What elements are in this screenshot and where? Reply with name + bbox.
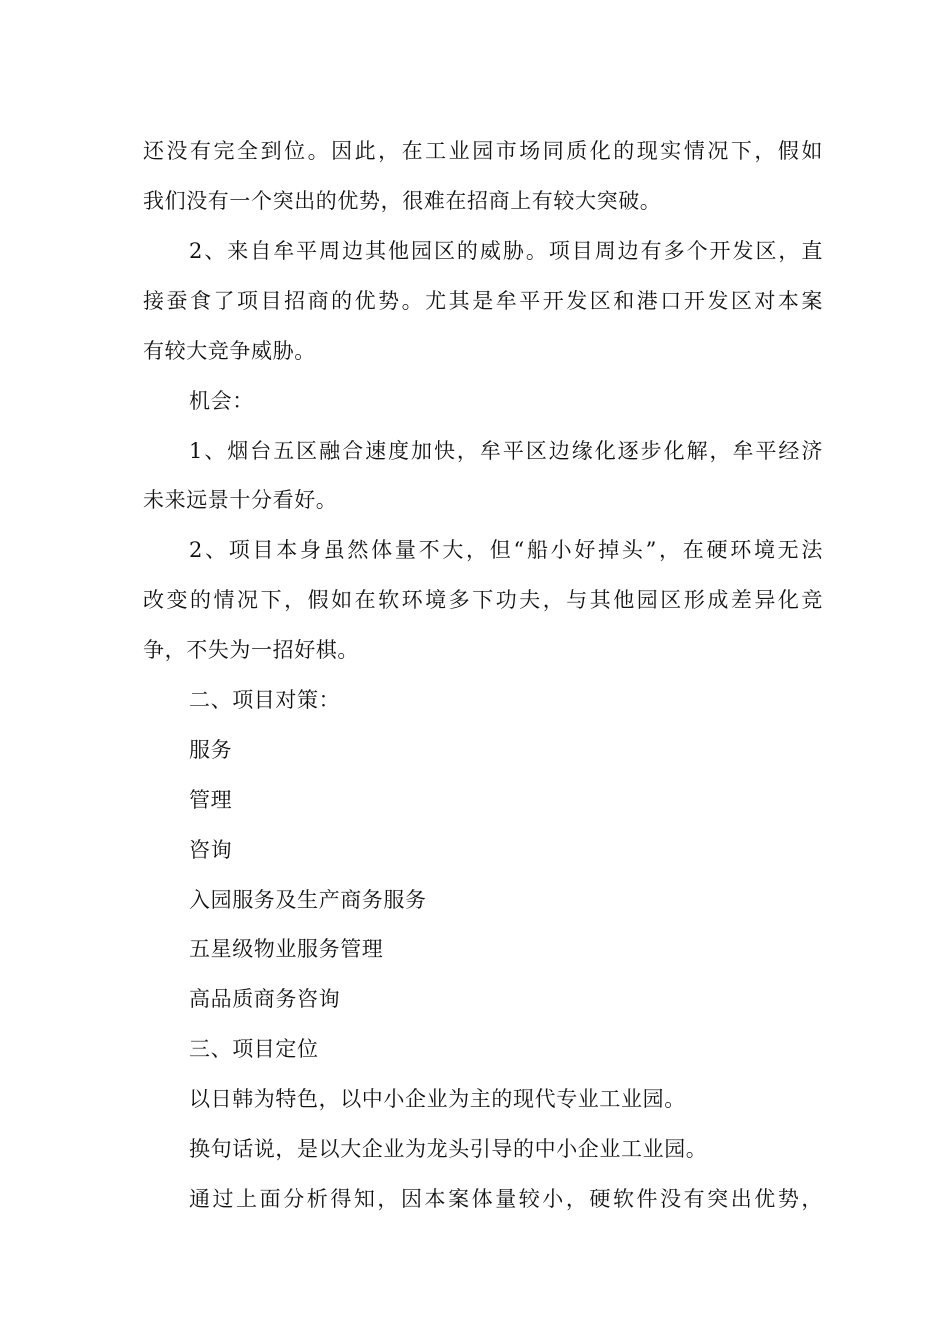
text-line: 改变的情况下，假如在软环境多下功夫，与其他园区形成差异化竞 bbox=[143, 588, 823, 612]
list-item: 服务 bbox=[189, 738, 233, 762]
section-heading: 三、项目定位 bbox=[189, 1037, 319, 1061]
text-line: 2、来自牟平周边其他园区的威胁。项目周边有多个开发区，直 bbox=[189, 239, 823, 263]
list-item: 入园服务及生产商务服务 bbox=[189, 888, 427, 912]
text-line: 争，不失为一招好棋。 bbox=[143, 638, 359, 662]
text-line: 1、烟台五区融合速度加快，牟平区边缘化逐步化解，牟平经济 bbox=[189, 439, 823, 463]
section-heading: 二、项目对策： bbox=[189, 688, 341, 712]
text-line: 以日韩为特色，以中小企业为主的现代专业工业园。 bbox=[189, 1087, 686, 1111]
text-line: 换句话说，是以大企业为龙头引导的中小企业工业园。 bbox=[189, 1137, 708, 1161]
list-item: 五星级物业服务管理 bbox=[189, 937, 384, 961]
list-item: 高品质商务咨询 bbox=[189, 987, 341, 1011]
text-line: 我们没有一个突出的优势，很难在招商上有较大突破。 bbox=[143, 189, 662, 213]
list-item: 咨询 bbox=[189, 838, 233, 862]
text-line: 未来远景十分看好。 bbox=[143, 488, 338, 512]
text-line: 接蚕食了项目招商的优势。尤其是牟平开发区和港口开发区对本案 bbox=[143, 289, 823, 313]
text-line: 通过上面分析得知，因本案体量较小，硬软件没有突出优势， bbox=[189, 1187, 823, 1211]
list-item: 管理 bbox=[189, 788, 233, 812]
text-line: 有较大竞争威胁。 bbox=[143, 339, 316, 363]
text-line: 还没有完全到位。因此，在工业园市场同质化的现实情况下，假如 bbox=[143, 139, 823, 163]
text-line: 2、项目本身虽然体量不大，但“船小好掉头”，在硬环境无法 bbox=[189, 538, 823, 562]
section-heading: 机会： bbox=[189, 389, 254, 413]
